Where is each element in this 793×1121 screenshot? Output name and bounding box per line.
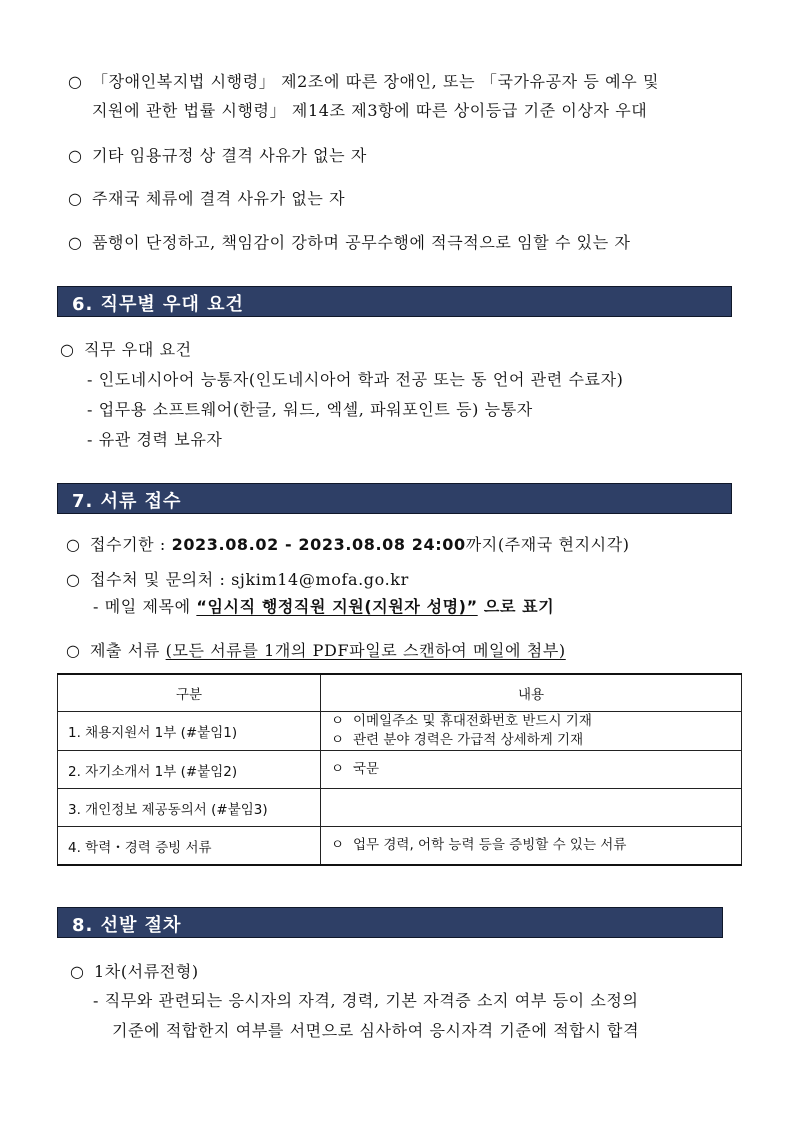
table-row — [58, 712, 742, 751]
submit-label: 제출 서류 — [90, 641, 166, 660]
cell-bullet: ㅇ — [331, 713, 345, 729]
section-title: 6. 직무별 우대 요건 — [72, 294, 244, 315]
section-title: 8. 선발 절차 — [72, 915, 182, 936]
section-7-header — [57, 483, 732, 514]
list-item — [68, 189, 345, 209]
bullet: ○ — [66, 535, 81, 554]
content-text: 이메일주소 및 휴대전화번호 반드시 기재 — [353, 713, 592, 729]
mail-subject-suffix: 으로 표기 — [477, 597, 555, 616]
row-content — [321, 751, 742, 789]
section-6-heading — [60, 340, 192, 360]
list-item — [68, 146, 367, 166]
list-item-text: 「장애인복지법 시행령」 제2조에 따른 장애인, 또는 「국가유공자 등 예우 및 — [92, 72, 660, 91]
section-8-header — [57, 907, 723, 938]
table-row — [58, 827, 742, 866]
list-item — [68, 233, 631, 253]
documents-table — [57, 673, 742, 866]
content-text: 국문 — [353, 761, 380, 777]
bullet: ○ — [68, 233, 83, 252]
section-8-heading — [70, 962, 199, 982]
row-label: 4. 학력・경력 증빙 서류 — [58, 827, 321, 866]
cell-bullet: ㅇ — [331, 837, 345, 853]
table-header-row — [58, 674, 742, 712]
table-row — [58, 751, 742, 789]
row-label: 2. 자기소개서 1부 (#붙임2) — [58, 751, 321, 789]
row-content — [321, 789, 742, 827]
content-text: 업무 경력, 어학 능력 등을 증빙할 수 있는 서류 — [353, 837, 627, 853]
content-line — [331, 712, 731, 731]
heading-text: 직무 우대 요건 — [84, 340, 192, 359]
contact-line — [66, 570, 409, 590]
table-header-content: 내용 — [321, 674, 742, 712]
content-line — [331, 760, 731, 779]
list-item-text: 기타 임용규정 상 결격 사유가 없는 자 — [92, 146, 367, 165]
bullet: ○ — [70, 962, 85, 981]
row-content — [321, 827, 742, 866]
list-item-text: 품행이 단정하고, 책임감이 강하며 공무수행에 적극적으로 임할 수 있는 자 — [92, 233, 631, 252]
bullet: ○ — [68, 72, 83, 91]
paragraph-line: 기준에 적합한지 여부를 서면으로 심사하여 응시자격 기준에 적합시 합격 — [112, 1021, 640, 1040]
content-line — [331, 731, 731, 750]
list-item — [68, 72, 659, 92]
content-line — [331, 836, 731, 855]
section-title: 7. 서류 접수 — [72, 491, 182, 512]
contact-text: 접수처 및 문의처 : sjkim14@mofa.go.kr — [90, 570, 409, 589]
row-label: 1. 채용지원서 1부 (#붙임1) — [58, 712, 321, 751]
list-item-text: 주재국 체류에 결격 사유가 없는 자 — [92, 189, 346, 208]
bullet: ○ — [66, 641, 81, 660]
cell-bullet: ㅇ — [331, 761, 345, 777]
section-6-header — [57, 286, 732, 317]
bullet: ○ — [68, 146, 83, 165]
row-content — [321, 712, 742, 751]
submit-note: (모든 서류를 1개의 PDF파일로 스캔하여 메일에 첨부) — [165, 641, 566, 660]
deadline-suffix: 까지(주재국 현지시각) — [465, 535, 630, 554]
mail-subject-line — [93, 597, 554, 617]
cell-bullet: ㅇ — [331, 732, 345, 748]
list-item-continuation: 지원에 관한 법률 시행령」 제14조 제3항에 따른 상이등급 기준 이상자 우대 — [92, 101, 648, 120]
bullet: ○ — [60, 340, 75, 359]
mail-subject-prefix: - 메일 제목에 — [93, 597, 197, 616]
row-label: 3. 개인정보 제공동의서 (#붙임3) — [58, 789, 321, 827]
submit-docs-line — [66, 641, 566, 661]
deadline-value: 2023.08.02 - 2023.08.08 24:00 — [171, 535, 466, 554]
paragraph-line: - 직무와 관련되는 응시자의 자격, 경력, 기본 자격증 소지 여부 등이 소정의 — [93, 991, 639, 1010]
table-header-category: 구분 — [58, 674, 321, 712]
bullet: ○ — [66, 570, 81, 589]
mail-subject-value: “임시직 행정직원 지원(지원자 성명)” — [196, 597, 478, 616]
list-item: - 업무용 소프트웨어(한글, 워드, 엑셀, 파워포인트 등) 능통자 — [87, 400, 533, 419]
heading-text: 1차(서류전형) — [94, 962, 199, 981]
list-item: - 인도네시아어 능통자(인도네시아어 학과 전공 또는 동 언어 관련 수료자) — [87, 370, 624, 389]
bullet: ○ — [68, 189, 83, 208]
deadline-line — [66, 535, 630, 555]
table-row — [58, 789, 742, 827]
list-item: - 유관 경력 보유자 — [87, 430, 223, 449]
content-text: 관련 분야 경력은 가급적 상세하게 기재 — [353, 732, 584, 748]
deadline-label: 접수기한 : — [90, 535, 172, 554]
